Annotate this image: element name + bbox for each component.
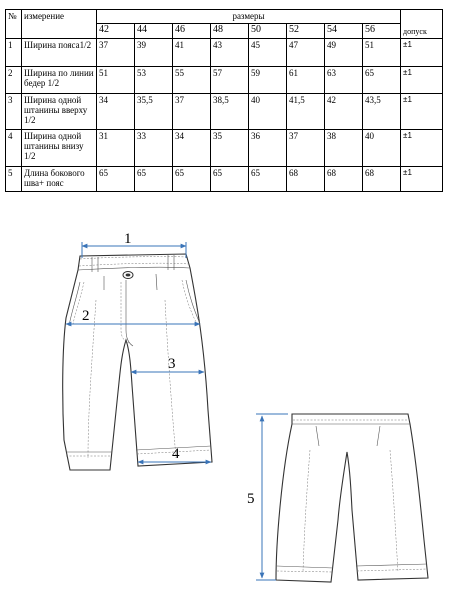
- measure-label: 1: [124, 231, 132, 247]
- tolerance-cell: ±1: [401, 94, 443, 130]
- tolerance-cell: ±1: [401, 130, 443, 167]
- value-cell: 35,5: [135, 94, 173, 130]
- size-cell: 44: [135, 24, 173, 39]
- tolerance-cell: ±1: [401, 67, 443, 94]
- value-cell: 68: [325, 167, 363, 192]
- value-cell: 49: [325, 39, 363, 67]
- value-cell: 51: [97, 67, 135, 94]
- value-cell: 63: [325, 67, 363, 94]
- size-cell: 56: [363, 24, 401, 39]
- value-cell: 65: [211, 167, 249, 192]
- value-cell: 68: [363, 167, 401, 192]
- row-label: Длина бокового шва+ пояс: [22, 167, 97, 192]
- value-cell: 55: [173, 67, 211, 94]
- value-cell: 68: [287, 167, 325, 192]
- size-cell: 50: [249, 24, 287, 39]
- value-cell: 53: [135, 67, 173, 94]
- value-cell: 39: [135, 39, 173, 67]
- col-header-sizes: размеры: [97, 10, 401, 24]
- value-cell: 40: [249, 94, 287, 130]
- row-label: Ширина одной штанины внизу 1/2: [22, 130, 97, 167]
- value-cell: 41: [173, 39, 211, 67]
- row-num: 3: [6, 94, 22, 130]
- front-shorts-drawing: [63, 231, 212, 470]
- value-cell: 65: [173, 167, 211, 192]
- value-cell: 65: [249, 167, 287, 192]
- col-header-num: №: [6, 10, 22, 39]
- row-label: Ширина пояса1/2: [22, 39, 97, 67]
- row-num: 2: [6, 67, 22, 94]
- size-cell: 42: [97, 24, 135, 39]
- tolerance-cell: ±1: [401, 39, 443, 67]
- value-cell: 65: [135, 167, 173, 192]
- row-label: Ширина по линии бедер 1/2: [22, 67, 97, 94]
- value-cell: 38: [325, 130, 363, 167]
- value-cell: 43,5: [363, 94, 401, 130]
- measure-label: 3: [168, 356, 176, 372]
- tolerance-cell: ±1: [401, 167, 443, 192]
- value-cell: 34: [173, 130, 211, 167]
- measure-label: 4: [172, 446, 180, 462]
- value-cell: 41,5: [287, 94, 325, 130]
- value-cell: 45: [249, 39, 287, 67]
- size-cell: 52: [287, 24, 325, 39]
- size-cell: 48: [211, 24, 249, 39]
- value-cell: 43: [211, 39, 249, 67]
- col-header-tolerance: допуск: [401, 10, 443, 39]
- row-num: 5: [6, 167, 22, 192]
- value-cell: 36: [249, 130, 287, 167]
- row-num: 1: [6, 39, 22, 67]
- value-cell: 38,5: [211, 94, 249, 130]
- value-cell: 33: [135, 130, 173, 167]
- measure-label: 5: [247, 491, 255, 507]
- value-cell: 57: [211, 67, 249, 94]
- value-cell: 61: [287, 67, 325, 94]
- value-cell: 31: [97, 130, 135, 167]
- value-cell: 65: [97, 167, 135, 192]
- value-cell: 35: [211, 130, 249, 167]
- value-cell: 42: [325, 94, 363, 130]
- back-shorts-drawing: [247, 414, 428, 582]
- value-cell: 47: [287, 39, 325, 67]
- value-cell: 59: [249, 67, 287, 94]
- row-label: Ширина одной штанины вверху 1/2: [22, 94, 97, 130]
- row-num: 4: [6, 130, 22, 167]
- value-cell: 37: [173, 94, 211, 130]
- size-cell: 54: [325, 24, 363, 39]
- size-cell: 46: [173, 24, 211, 39]
- value-cell: 65: [363, 67, 401, 94]
- value-cell: 37: [97, 39, 135, 67]
- col-header-measure: измерение: [22, 10, 97, 39]
- value-cell: 34: [97, 94, 135, 130]
- value-cell: 37: [287, 130, 325, 167]
- value-cell: 51: [363, 39, 401, 67]
- measure-label: 2: [82, 308, 90, 324]
- value-cell: 40: [363, 130, 401, 167]
